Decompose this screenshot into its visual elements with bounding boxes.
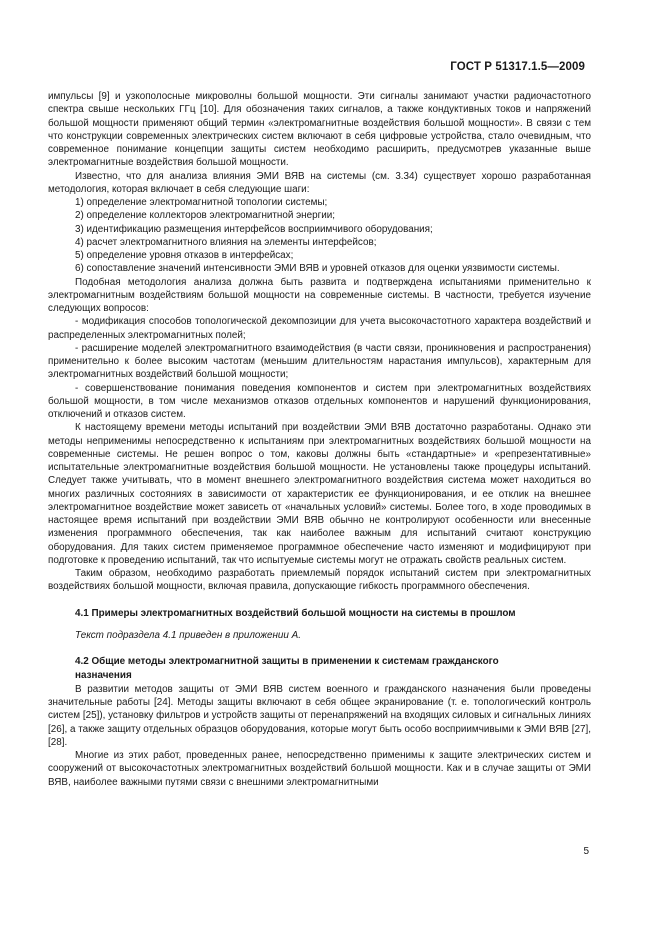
document-code-header: ГОСТ Р 51317.1.5—2009 [450, 61, 585, 73]
paragraph-prior-work: Многие из этих работ, проведенных ранее, непосредственно применимы к защите электрических систем и сооружений от высокочастотных электромагнитных воздействий большой мощности. Как и в случае защиты от ЭМИ ВЯВ, наиболее важными путями связи с внешними электромагнитными [48, 750, 591, 788]
list-item-component-behavior: - совершенствование понимания поведения компонентов и систем при электромагнитных воздействиях большой мощности, в том числе механизмов отказов отдельных компонентов и нарушений функционирования, отключений и отказов систем. [48, 382, 591, 420]
section-4-1-heading: 4.1 Примеры электромагнитных воздействий большой мощности на системы в прошлом [75, 607, 516, 619]
list-item-topology: - модификация способов топологической декомпозиции для учета высокочастотного характера воздействий и распределенных электромагнитных полей; [48, 316, 591, 341]
paragraph-conclusion: Таким образом, необходимо разработать приемлемый порядок испытаний систем при электромагнитных воздействиях большой мощности, включая правила, допускающие гибкость программного обеспечения. [48, 568, 591, 593]
document-body [48, 90, 591, 789]
list-item-step-5: 5) определение уровня отказов в интерфейсах; [75, 250, 294, 261]
paragraph-methodology-intro: Известно, что для анализа влияния ЭМИ ВЯВ на системы (см. 3.34) существует хорошо разработанная методология, которая включает в себя следующие шаги: [48, 170, 591, 195]
paragraph-continuation: импульсы [9] и узкополосные микроволны большой мощности. Эти сигналы занимают участки радиочастотного спектра свыше нескольких ГГц [10]. Для обозначения таких сигналов, а также кондуктивных токов и напряжений большой мощности применяют общий термин «электромагнитные воздействия большой мощности». В связи с тем что конструкции современных электрических систем включают в себя цифровые устройства, стало очевидным, что современное понимание концепции защиты систем необходимо расширить, предусмотрев указанные выше электромагнитные воздействия большой мощности. [48, 91, 591, 169]
section-4-2-heading-line2: назначения [75, 669, 132, 681]
list-item-step-3: 3) идентификацию размещения интерфейсов восприимчивого оборудования; [75, 223, 433, 235]
paragraph-test-methods: К настоящему времени методы испытаний при воздействии ЭМИ ВЯВ достаточно разработаны. Однако эти методы неприменимы непосредственно к испытаниям при электромагнитных воздействиях большой мощности на современные системы. Не решен вопрос о том, каковы должны быть «стандартные» и «репрезентативные» испытательные электромагнитные воздействия большой мощности. Не установлены также процедуры испытаний. Следует также учитывать, что в момент внешнего электромагнитного воздействия система может находиться во многих различных состояниях в зависимости от характеристик ее функционирования, и ее отклик на внешнее электромагнитное воздействие может зависеть от «начальных условий» системы. Более того, в ходе проводимых в настоящее время испытаний при воздействии ЭМИ ВЯВ обычно не контролируют особенности или внесенные изменения программного обеспечения, так как наиболее важным для испытаний считают конструкцию оборудования. Для таких систем применяемое программное обеспечение часто изменяют и модифицируют при подготовке к проведению испытаний, так что испытуемые системы могут не отражать свойств реальных систем. [48, 422, 591, 566]
section-4-2-heading [48, 655, 591, 683]
list-item-step-1: 1) определение электромагнитной топологии системы; [75, 197, 328, 208]
list-item-step-4: 4) расчет электромагнитного влияния на элементы интерфейсов; [75, 236, 377, 248]
list-item-step-6: 6) сопоставление значений интенсивности ЭМИ ВЯВ и уровней отказов для оценки уязвимости системы. [75, 263, 560, 275]
page-number: 5 [583, 846, 589, 857]
list-item-step-2: 2) определение коллекторов электромагнитной энергии; [75, 210, 335, 222]
section-4-2-heading-line1: 4.2 Общие методы электромагнитной защиты в применении к системам гражданского [75, 655, 499, 667]
section-4-1-note: Текст подраздела 4.1 приведен в приложении А. [75, 629, 301, 641]
paragraph-methodology-development: Подобная методология анализа должна быть развита и подтверждена испытаниями применительно к электромагнитным воздействиям большой мощности на современные системы. В частности, требуется изучение следующих вопросов: [48, 276, 591, 314]
paragraph-protection-methods: В развитии методов защиты от ЭМИ ВЯВ систем военного и гражданского назначения были проведены значительные работы [24]. Методы защиты включают в себя общее экранирование (т. е. топологический контроль систем [25]), установку фильтров и устройств защиты от перенапряжений на входящих силовых и сигнальных линиях [26], а также защиту отдельных образцов оборудования, которые могут быть особо восприимчивыми к ЭМИ ВЯВ [27], [28]. [48, 683, 591, 748]
list-item-interaction-models: - расширение моделей электромагнитного взаимодействия (в части связи, проникновения и распространения) применительно к более высоким частотам (меньшим длительностям нарастания импульсов), характерным для электромагнитных воздействий большой мощности; [48, 342, 591, 381]
